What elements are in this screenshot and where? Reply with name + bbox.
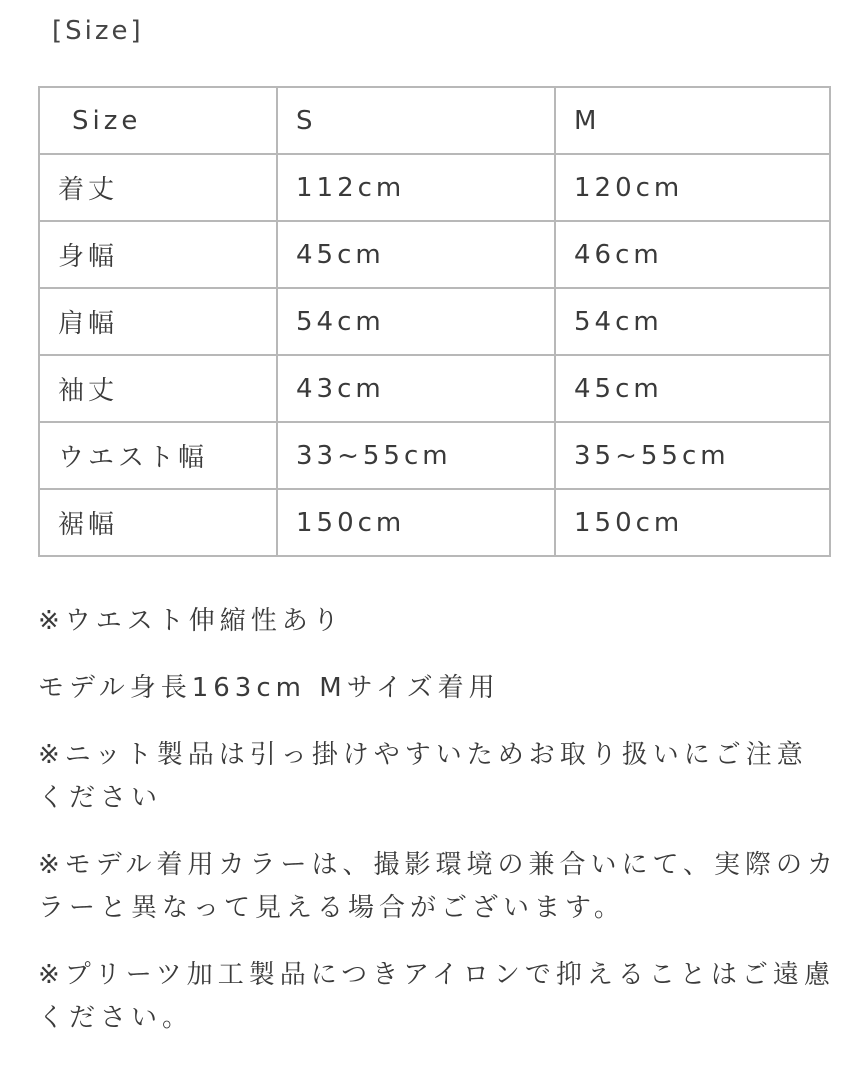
value-s: 45cm bbox=[277, 221, 555, 288]
row-label: 身幅 bbox=[39, 221, 277, 288]
note-color-disclaimer: ※モデル着用カラーは、撮影環境の兼合いにて、実際のカラーと異なって見える場合がございます。 bbox=[38, 850, 838, 923]
note-knit-care: ※ニット製品は引っ掛けやすいためお取り扱いにご注意ください bbox=[38, 740, 808, 813]
value-m: 35~55cm bbox=[555, 422, 830, 489]
table-row bbox=[39, 422, 830, 489]
value-m: 150cm bbox=[555, 489, 830, 556]
value-s: 150cm bbox=[277, 489, 555, 556]
value-s: 112cm bbox=[277, 154, 555, 221]
row-label: 袖丈 bbox=[39, 355, 277, 422]
value-m: 45cm bbox=[555, 355, 830, 422]
note-pleat-ironing: ※プリーツ加工製品につきアイロンで抑えることはご遠慮ください。 bbox=[38, 960, 835, 1033]
table-row bbox=[39, 288, 830, 355]
row-label: ウエスト幅 bbox=[39, 422, 277, 489]
table-row bbox=[39, 221, 830, 288]
size-table bbox=[38, 86, 831, 557]
note-model-height: モデル身長163cm Mサイズ着用 bbox=[38, 673, 500, 703]
note-waist-stretch: ※ウエスト伸縮性あり bbox=[38, 606, 344, 636]
value-m: 120cm bbox=[555, 154, 830, 221]
table-row bbox=[39, 489, 830, 556]
table-row bbox=[39, 154, 830, 221]
value-s: 54cm bbox=[277, 288, 555, 355]
header-cell-size: Size bbox=[39, 87, 277, 154]
table-row bbox=[39, 355, 830, 422]
value-s: 43cm bbox=[277, 355, 555, 422]
value-m: 46cm bbox=[555, 221, 830, 288]
notes-section bbox=[38, 600, 838, 1064]
section-heading: [Size] bbox=[52, 16, 144, 46]
row-label: 着丈 bbox=[39, 154, 277, 221]
row-label: 裾幅 bbox=[39, 489, 277, 556]
value-s: 33~55cm bbox=[277, 422, 555, 489]
table-header-row bbox=[39, 87, 830, 154]
header-cell-m: M bbox=[555, 87, 830, 154]
value-m: 54cm bbox=[555, 288, 830, 355]
header-cell-s: S bbox=[277, 87, 555, 154]
row-label: 肩幅 bbox=[39, 288, 277, 355]
